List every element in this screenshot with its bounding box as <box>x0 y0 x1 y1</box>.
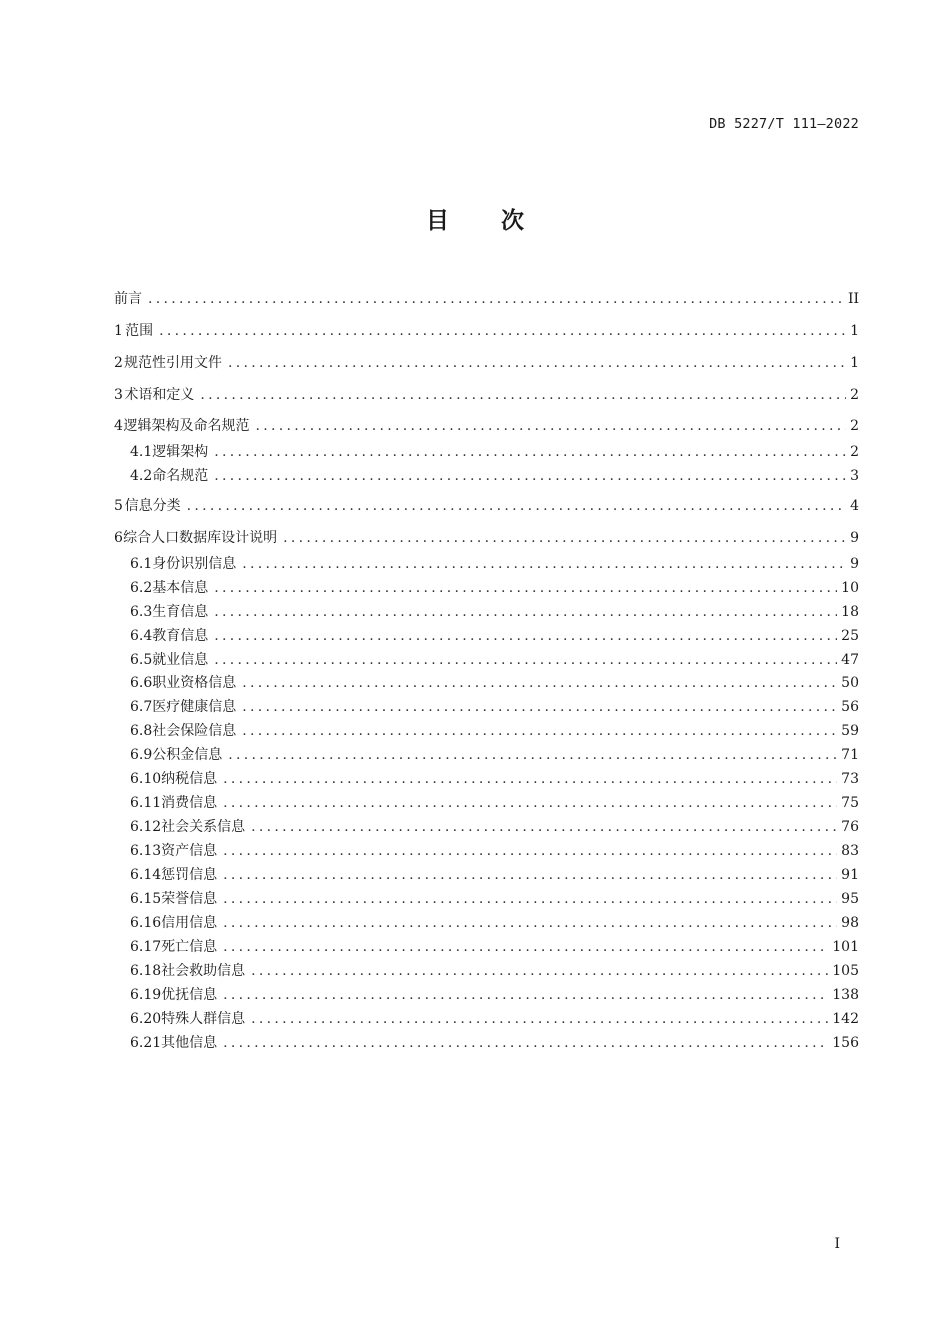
toc-page: 4 <box>850 498 859 514</box>
toc-page: 83 <box>841 843 859 859</box>
toc-page: 91 <box>841 867 859 883</box>
toc-page: 142 <box>832 1011 859 1027</box>
toc-entry-4-1[interactable] <box>130 442 859 462</box>
toc-entry-6-20[interactable] <box>130 1009 859 1029</box>
toc-leader <box>223 985 828 1005</box>
toc-label: 规范性引用文件 <box>123 355 222 371</box>
toc-page: 56 <box>841 699 859 715</box>
toc-leader <box>228 745 837 765</box>
toc-entry-6-13[interactable] <box>130 841 859 861</box>
toc-number: 6.4 <box>130 628 153 644</box>
toc-label: 前言 <box>114 291 142 307</box>
toc-page: 76 <box>841 819 859 835</box>
toc-label: 社会关系信息 <box>161 819 246 835</box>
toc-entry-4[interactable] <box>114 416 859 436</box>
toc-label: 优抚信息 <box>161 987 218 1003</box>
toc-number: 6 <box>114 530 123 546</box>
toc-leader <box>223 793 837 813</box>
toc-entry-2[interactable] <box>114 353 859 373</box>
toc-number: 6.14 <box>130 867 162 883</box>
toc-label: 生育信息 <box>152 604 209 620</box>
toc-leader <box>242 554 846 574</box>
toc-label: 命名规范 <box>152 468 209 484</box>
toc-label: 职业资格信息 <box>152 675 237 691</box>
toc-entry-4-2[interactable] <box>130 466 859 486</box>
toc-label: 身份识别信息 <box>152 556 237 572</box>
toc-page: 1 <box>850 323 859 339</box>
toc-leader <box>223 889 837 909</box>
toc-leader <box>242 697 837 717</box>
toc-label: 公积金信息 <box>152 747 223 763</box>
toc-number: 6.7 <box>130 699 153 715</box>
toc-number: 6.17 <box>130 939 162 955</box>
toc-number: 6.13 <box>130 843 162 859</box>
toc-entry-6-11[interactable] <box>130 793 859 813</box>
toc-label: 综合人口数据库设计说明 <box>123 530 278 546</box>
toc-entry-6-9[interactable] <box>130 745 859 765</box>
toc-label: 医疗健康信息 <box>152 699 237 715</box>
toc-entry-6-1[interactable] <box>130 554 859 574</box>
toc-leader <box>214 442 846 462</box>
toc-leader <box>251 817 837 837</box>
toc-number: 6.15 <box>130 891 162 907</box>
toc-entry-6[interactable] <box>114 528 859 548</box>
toc-label: 术语和定义 <box>124 387 195 403</box>
toc-page: 2 <box>850 444 859 460</box>
toc-leader <box>214 650 837 670</box>
toc-number: 3 <box>114 387 123 403</box>
toc-entry-6-15[interactable] <box>130 889 859 909</box>
toc-leader <box>242 673 837 693</box>
toc-number: 4 <box>114 418 123 434</box>
toc-entry-1[interactable] <box>114 321 859 341</box>
toc-entry-5[interactable] <box>114 496 859 516</box>
toc-leader <box>223 865 837 885</box>
toc-entry-6-17[interactable] <box>130 937 859 957</box>
toc-label: 范围 <box>125 323 154 339</box>
toc-number: 2 <box>114 355 123 371</box>
toc-label: 信息分类 <box>124 498 181 514</box>
toc-label: 纳税信息 <box>161 771 218 787</box>
toc-label: 社会保险信息 <box>152 723 237 739</box>
toc-page: 73 <box>841 771 859 787</box>
page-number: I <box>834 1236 840 1252</box>
toc-leader <box>228 353 846 373</box>
toc-number: 6.18 <box>130 963 162 979</box>
toc-page: 71 <box>841 747 859 763</box>
toc-entry-6-16[interactable] <box>130 913 859 933</box>
toc-number: 6.9 <box>130 747 153 763</box>
toc-number: 4.1 <box>130 444 153 460</box>
toc-number: 6.11 <box>130 795 162 811</box>
toc-page: 156 <box>832 1035 859 1051</box>
toc-label: 消费信息 <box>161 795 218 811</box>
toc-label: 就业信息 <box>152 652 209 668</box>
toc-entry-6-4[interactable] <box>130 626 859 646</box>
toc-number: 4.2 <box>130 468 153 484</box>
toc-number: 5 <box>114 498 123 514</box>
toc-leader <box>223 913 837 933</box>
toc-page: 59 <box>841 723 859 739</box>
toc-entry-6-21[interactable] <box>130 1033 859 1053</box>
toc-leader <box>214 578 837 598</box>
toc-page: II <box>847 291 859 307</box>
page-title <box>0 202 950 235</box>
toc-page: 101 <box>832 939 859 955</box>
toc-leader <box>256 416 847 436</box>
toc-entry-6-8[interactable] <box>130 721 859 741</box>
toc-number: 6.2 <box>130 580 153 596</box>
toc-label: 其他信息 <box>161 1035 218 1051</box>
toc-label: 信用信息 <box>161 915 218 931</box>
toc-leader <box>159 321 846 341</box>
toc-leader <box>214 602 837 622</box>
toc-page: 1 <box>850 355 859 371</box>
toc-leader <box>214 626 837 646</box>
toc-entry-3[interactable] <box>114 385 859 405</box>
toc-page: 9 <box>850 556 859 572</box>
toc-number: 6.16 <box>130 915 162 931</box>
toc-number: 6.8 <box>130 723 153 739</box>
toc-entry-6-12[interactable] <box>130 817 859 837</box>
toc-leader <box>223 769 837 789</box>
toc-page: 3 <box>850 468 859 484</box>
document-code: DB 5227/T 111—2022 <box>709 116 859 132</box>
toc-number: 6.10 <box>130 771 162 787</box>
toc-page: 95 <box>841 891 859 907</box>
toc-number: 6.5 <box>130 652 153 668</box>
toc-entry-6-18[interactable] <box>130 961 859 981</box>
toc-number: 6.12 <box>130 819 162 835</box>
toc-page: 50 <box>841 675 859 691</box>
toc-leader <box>223 937 828 957</box>
toc-page: 2 <box>850 418 859 434</box>
toc-label: 资产信息 <box>161 843 218 859</box>
toc-label: 社会救助信息 <box>161 963 246 979</box>
toc-leader <box>223 1033 828 1053</box>
toc-entry-6-10[interactable] <box>130 769 859 789</box>
toc-label: 基本信息 <box>152 580 209 596</box>
toc-leader <box>223 841 837 861</box>
toc-page: 98 <box>841 915 859 931</box>
toc-page: 10 <box>841 580 859 596</box>
toc-number: 6.3 <box>130 604 153 620</box>
toc-leader <box>214 466 846 486</box>
toc-number: 6.21 <box>130 1035 162 1051</box>
toc-entry-6-5[interactable] <box>130 650 859 670</box>
toc-entry-6-7[interactable] <box>130 697 859 717</box>
title-char-2: 次 <box>501 208 524 234</box>
toc-leader <box>242 721 837 741</box>
toc-page: 2 <box>850 387 859 403</box>
toc-label: 惩罚信息 <box>161 867 218 883</box>
toc-leader <box>148 289 844 309</box>
toc-page: 105 <box>832 963 859 979</box>
toc-entry-6-3[interactable] <box>130 602 859 622</box>
toc-entry-6-19[interactable] <box>130 985 859 1005</box>
toc-page: 25 <box>841 628 859 644</box>
toc-leader <box>187 496 846 516</box>
toc-label: 荣誉信息 <box>161 891 218 907</box>
toc-label: 逻辑架构及命名规范 <box>123 418 250 434</box>
toc-entry-6-6[interactable] <box>130 673 859 693</box>
toc-leader <box>200 385 846 405</box>
toc-number: 6.1 <box>130 556 153 572</box>
toc-label: 特殊人群信息 <box>161 1011 246 1027</box>
toc-page: 18 <box>841 604 859 620</box>
toc-number: 6.6 <box>130 675 153 691</box>
toc-page: 75 <box>841 795 859 811</box>
toc-page: 9 <box>850 530 859 546</box>
toc-entry-6-2[interactable] <box>130 578 859 598</box>
toc-number: 6.20 <box>130 1011 162 1027</box>
toc-label: 死亡信息 <box>161 939 218 955</box>
toc-number: 1 <box>114 323 123 339</box>
toc-leader <box>251 1009 828 1029</box>
toc-entry-6-14[interactable] <box>130 865 859 885</box>
toc-leader <box>283 528 846 548</box>
toc-leader <box>251 961 828 981</box>
toc-label: 逻辑架构 <box>152 444 209 460</box>
toc-label: 教育信息 <box>152 628 209 644</box>
toc-page: 47 <box>841 652 859 668</box>
title-char-1: 目 <box>426 208 449 234</box>
toc-page: 138 <box>832 987 859 1003</box>
toc-entry-foreword[interactable] <box>114 289 859 309</box>
toc-number: 6.19 <box>130 987 162 1003</box>
